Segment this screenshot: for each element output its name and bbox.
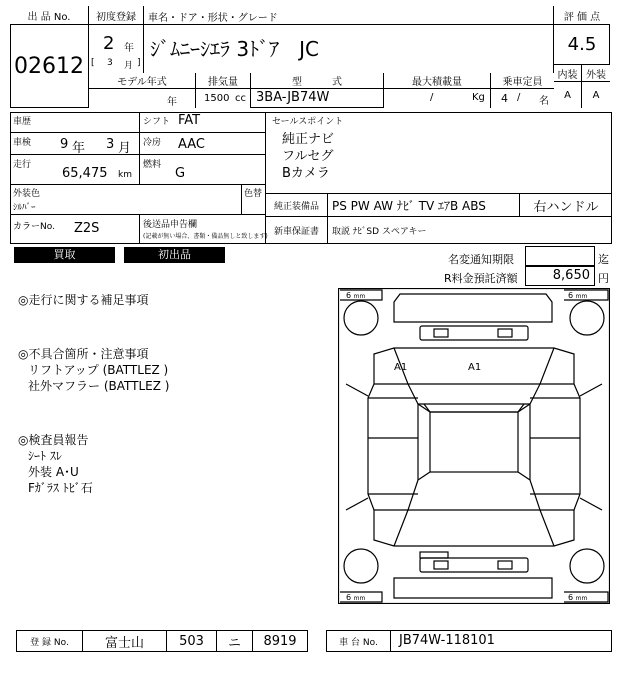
reg-number: 8919 — [263, 633, 297, 649]
inspection-month: 3 — [106, 137, 115, 152]
damage-mark-hood: A1 — [468, 362, 482, 373]
displacement-label: 排気量 — [196, 73, 251, 89]
bracket-open: [ — [91, 58, 95, 68]
ac-label: 冷房 — [143, 138, 162, 148]
model-year-unit: 年 — [167, 97, 177, 108]
capacity-cell — [491, 89, 554, 108]
displacement-cell — [196, 89, 251, 108]
first-reg-month: 3 — [107, 58, 113, 68]
docs-note: (記載が無い場合、書類・備品無しと致します) — [143, 233, 268, 240]
inspector-item-1: ｼｰﾄ ｽﾚ — [28, 449, 62, 463]
shift-label: シフト — [143, 117, 171, 127]
footer-reg — [16, 630, 308, 652]
fuel-label: 燃料 — [143, 160, 162, 170]
capacity-value: 4 — [501, 92, 508, 105]
history-label: 車歴 — [13, 117, 32, 127]
displacement-unit: cc — [235, 93, 246, 104]
color-no-value: Z2S — [74, 221, 100, 236]
repaint-label: 色替 — [244, 189, 263, 199]
grade-label: 評 価 点 — [554, 6, 610, 25]
car-name-label: 車名・ドア・形状・グレード — [144, 6, 554, 25]
lot-label: 出 品 No. — [10, 6, 89, 25]
interior-grade: A — [554, 82, 582, 108]
defect-1: リフトアップ (BATTLEZ ) — [28, 363, 169, 377]
exterior-grade: A — [582, 82, 610, 108]
reg-class: 503 — [167, 631, 217, 651]
tire-label-rr: 6 mm — [568, 593, 588, 602]
steering-value: 右ハンドル — [520, 194, 612, 217]
tire-label-rl: 6 mm — [346, 593, 366, 602]
model-type-label: 型 式 — [251, 73, 384, 89]
displacement-value: 1500 — [204, 93, 230, 104]
tire-label-fr: 6 mm — [568, 291, 588, 300]
name-change-suffix: 迄 — [598, 253, 609, 266]
model-year-cell — [89, 89, 196, 108]
repaint-cell — [242, 185, 266, 215]
sales-point-2: フルセグ — [282, 149, 334, 164]
model-type-value: 3BA-JB74W — [251, 89, 384, 108]
mileage-value: 65,475 — [62, 166, 108, 181]
chassis-label: 車 台 No. — [327, 631, 391, 651]
equip-label: 純正装備品 — [266, 194, 328, 217]
reg-area: 富士山 — [83, 631, 167, 651]
docs-cell — [140, 215, 266, 244]
tab-first-listing[interactable]: 初出品 — [124, 247, 225, 263]
grade-value: 4.5 — [554, 25, 610, 65]
reg-kana: ニ — [217, 631, 253, 651]
car-damage-diagram — [338, 288, 610, 604]
ext-color-cell — [10, 185, 242, 215]
inspector-item-2: 外装 A･U — [28, 465, 79, 479]
inspector-title: ◎検査員報告 — [18, 433, 89, 447]
capacity-unit: 名 — [539, 96, 549, 107]
first-reg-month-unit: 月 — [124, 61, 134, 71]
defect-title: ◎不具合箇所・注意事項 — [18, 347, 149, 361]
exterior-label: 外装 — [582, 65, 610, 82]
inspector-item-3: Fｶﾞﾗｽ ﾄﾋﾞ石 — [28, 481, 93, 495]
tab-purchase[interactable]: 買取 — [14, 247, 115, 263]
max-load-sep: / — [430, 92, 434, 103]
damage-mark-left-fender: A1 — [394, 362, 408, 373]
first-reg-year: 2 — [103, 33, 115, 54]
reg-label: 登 録 No. — [17, 631, 83, 651]
interior-label: 内装 — [554, 65, 582, 82]
recycle-label: R料金預託済額 — [444, 272, 518, 285]
drive-notes-title: ◎走行に関する補足事項 — [18, 293, 149, 307]
max-load-label: 最大積載量 — [384, 73, 491, 89]
ext-color-label: 外装色 — [13, 189, 41, 199]
docs-label: 後送品申告欄 — [143, 220, 198, 230]
sales-point-label: セールスポイント — [272, 117, 344, 127]
fuel-cell — [140, 155, 266, 185]
ac-cell — [140, 133, 266, 155]
chassis-value: JB74W-118101 — [399, 633, 495, 648]
fuel-value: G — [175, 166, 186, 181]
sales-point-1: 純正ナビ — [282, 132, 335, 147]
sales-point-3: Bカメラ — [282, 166, 330, 181]
first-reg-year-unit: 年 — [124, 39, 134, 54]
car-name: ｼﾞﾑﾆｰｼｴﾗ 3ﾄﾞｱ JC — [144, 25, 554, 73]
inspection-year-unit: 年 — [72, 141, 86, 156]
color-no-label: カラーNo. — [13, 222, 55, 232]
bracket-close: ] — [137, 58, 141, 68]
max-load-unit: Kg — [472, 92, 485, 103]
mileage-label: 走行 — [13, 160, 32, 170]
recycle-box — [525, 266, 595, 286]
inspection-label: 車検 — [13, 138, 32, 148]
mileage-cell — [10, 155, 140, 185]
name-change-label: 名変通知期限 — [448, 253, 514, 266]
shift-cell — [140, 112, 266, 133]
certificate-label: 新車保証書 — [266, 217, 328, 244]
first-reg-label: 初度登録 — [89, 6, 144, 25]
model-year-label: モデル年式 — [89, 73, 196, 89]
inspection-month-unit: 月 — [118, 141, 132, 156]
lot-number: 02612 — [10, 25, 89, 108]
sales-point-cell — [266, 112, 612, 194]
certificate-items: 取説 ﾅﾋﾞSD スペアキー — [332, 227, 427, 237]
mileage-unit: km — [118, 170, 132, 180]
capacity-label: 乗車定員 — [491, 73, 554, 89]
shift-value: FAT — [178, 113, 201, 128]
recycle-unit: 円 — [598, 272, 609, 285]
recycle-amount: 8,650 — [552, 268, 590, 283]
footer-chassis — [326, 630, 612, 652]
equipment-value: PS PW AW ﾅﾋﾞ TV ｴｱB ABS — [328, 194, 520, 217]
inspection-cell — [10, 133, 140, 155]
tire-label-fl: 6 mm — [346, 291, 366, 300]
color-no-cell — [10, 215, 140, 244]
ext-color-value: ｼﾙﾊﾞｰ — [13, 203, 36, 213]
max-load-cell — [384, 89, 491, 108]
inspection-year: 9 — [60, 137, 69, 152]
defect-2: 社外マフラー (BATTLEZ ) — [28, 379, 170, 393]
history-cell — [10, 112, 140, 133]
capacity-sep: / — [517, 92, 521, 103]
name-change-box — [525, 246, 595, 266]
first-reg-cell — [89, 25, 144, 73]
ac-value: AAC — [178, 137, 205, 152]
